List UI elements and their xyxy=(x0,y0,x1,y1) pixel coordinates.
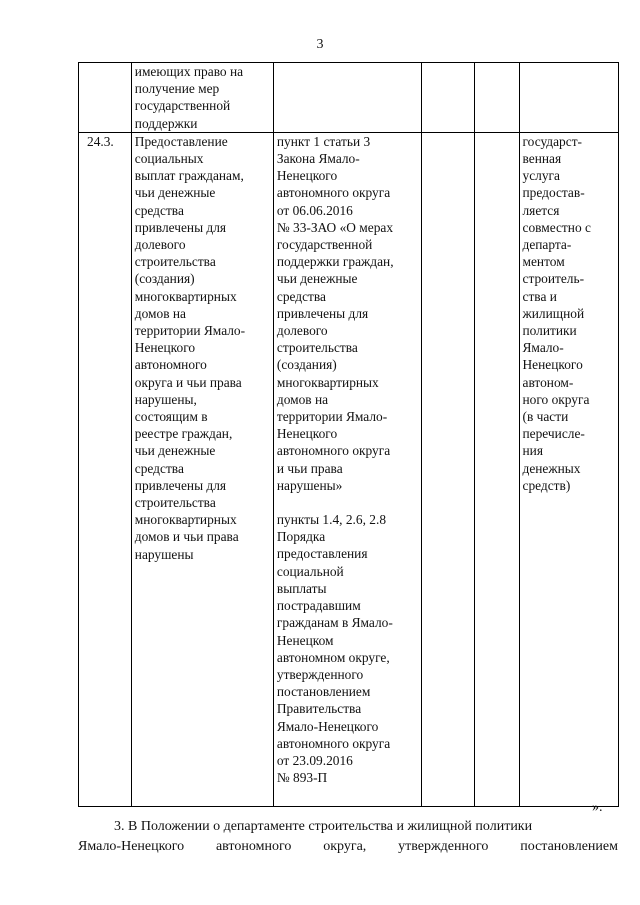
legal-basis-line: территории Ямало- xyxy=(276,409,388,425)
service-name-line: автономного xyxy=(134,357,207,373)
cell-legal-basis xyxy=(273,63,421,133)
legal-basis-line: предоставления xyxy=(276,546,368,562)
note-line: предостав- xyxy=(522,185,585,201)
cell-number xyxy=(79,63,132,133)
legal-basis-line: государственной xyxy=(276,237,373,253)
legal-basis-line: № 893-П xyxy=(276,770,328,786)
service-name-line: нарушены, xyxy=(134,391,197,407)
legal-basis-line: утвержденного xyxy=(276,666,364,682)
service-name-line: чьи денежные xyxy=(134,443,216,459)
legal-basis-line: пункты 1.4, 2.6, 2.8 xyxy=(276,512,387,528)
legal-basis-line: домов на xyxy=(276,391,329,407)
legal-basis-line: Ямало-Ненецкого xyxy=(276,718,379,734)
cell-service-name xyxy=(131,132,273,806)
service-name-line: домов на xyxy=(134,305,186,321)
note-line: венная xyxy=(522,151,562,167)
legal-basis-line: нарушены» xyxy=(276,477,343,493)
service-name-line: территории Ямало- xyxy=(134,323,246,339)
service-name-line: нарушены xyxy=(134,546,194,562)
legal-basis-line: (создания) xyxy=(276,357,337,373)
cell-empty xyxy=(474,132,519,806)
legal-basis-line: Ненецком xyxy=(276,632,334,648)
note-line: политики xyxy=(522,323,577,339)
service-name-line: домов и чьи права xyxy=(134,529,239,545)
cell-note xyxy=(519,63,619,133)
legal-basis-line: чьи денежные xyxy=(276,271,358,287)
service-name-line: состоящим в xyxy=(134,409,208,425)
note-line: средств) xyxy=(522,477,571,493)
service-name-line: средства xyxy=(134,202,184,218)
service-name-line: строительства xyxy=(134,254,216,270)
paragraph-word: автономного xyxy=(215,839,292,854)
legal-basis-line: выплаты xyxy=(276,580,327,596)
legal-basis-line: постановлением xyxy=(276,684,371,700)
legal-basis-line: Ненецкого xyxy=(276,426,338,442)
note-line: (в части xyxy=(522,409,569,425)
service-name-line: поддержки xyxy=(134,115,198,131)
service-name-line: Ненецкого xyxy=(134,340,196,356)
legal-basis-line: автономного округа xyxy=(276,185,391,201)
legal-basis-line: автономного округа xyxy=(276,735,391,751)
note-line: Ямало- xyxy=(522,340,564,356)
service-name-line: Предоставление xyxy=(134,133,228,149)
note-line: ния xyxy=(522,443,543,459)
cell-legal-basis xyxy=(273,132,421,806)
service-name-line: привлечены для xyxy=(134,477,227,493)
legal-basis-line: Правительства xyxy=(276,701,362,717)
service-name-line: получение мер xyxy=(134,81,220,97)
legal-basis-line: многоквартирных xyxy=(276,374,379,390)
note-line: ства и xyxy=(522,288,557,304)
cell-empty xyxy=(422,132,475,806)
table-row-continuation xyxy=(79,63,619,133)
paragraph-word: Ямало-Ненецкого xyxy=(78,839,185,854)
legal-basis-line: привлечены для xyxy=(276,305,369,321)
cell-empty xyxy=(474,63,519,133)
paragraph-line-1: 3. В Положении о департаменте строительства и жилищной политики xyxy=(114,819,533,834)
closing-quote: ». xyxy=(592,800,603,815)
note-line: департа- xyxy=(522,237,572,253)
note-line: перечисле- xyxy=(522,426,585,442)
legal-basis-line: и чьи права xyxy=(276,460,343,476)
service-name-line: привлечены для xyxy=(134,219,227,235)
note-line: автоном- xyxy=(522,374,574,390)
service-name-line: (создания) xyxy=(134,271,195,287)
cell-empty xyxy=(422,63,475,133)
legal-basis-line: долевого xyxy=(276,323,328,339)
legal-basis-line: пункт 1 статьи 3 xyxy=(276,133,371,149)
service-name-line: социальных xyxy=(134,151,204,167)
service-name-line: многоквартирных xyxy=(134,512,237,528)
note-line: денежных xyxy=(522,460,581,476)
service-name-line: государственной xyxy=(134,98,231,114)
cell-number: 24.3. xyxy=(79,132,132,806)
paragraph-word: постановлением xyxy=(520,839,618,854)
note-line: ментом xyxy=(522,254,565,270)
paragraph-line-2 xyxy=(78,837,618,857)
page-number: 3 xyxy=(316,37,324,52)
legal-basis-line: социальной xyxy=(276,563,344,579)
service-name-line: чьи денежные xyxy=(134,185,216,201)
service-name-line: имеющих право на xyxy=(134,64,244,79)
note-line: строитель- xyxy=(522,271,585,287)
services-table xyxy=(78,62,619,807)
legal-basis-line: Закона Ямало- xyxy=(276,151,360,167)
legal-basis-line: Ненецкого xyxy=(276,168,338,184)
service-name-line: реестре граждан, xyxy=(134,426,233,442)
service-name-line: средства xyxy=(134,460,184,476)
cell-service-name xyxy=(131,63,273,133)
note-line: государст- xyxy=(522,133,583,149)
legal-basis-line: № 33-ЗАО «О мерах xyxy=(276,219,394,235)
legal-basis-line: автономном округе, xyxy=(276,649,390,665)
legal-basis-line: средства xyxy=(276,288,326,304)
note-line: ного округа xyxy=(522,391,590,407)
legal-basis-spacer xyxy=(277,494,418,511)
cell-note xyxy=(519,132,619,806)
legal-basis-line: Порядка xyxy=(276,529,326,545)
note-line: совместно с xyxy=(522,219,591,235)
table-row-24-3 xyxy=(79,132,619,806)
note-line: жилищной xyxy=(522,305,585,321)
note-line: Ненецкого xyxy=(522,357,583,373)
note-line: услуга xyxy=(522,168,560,184)
service-name-line: округа и чьи права xyxy=(134,374,242,390)
legal-basis-line: от 23.09.2016 xyxy=(276,752,353,768)
service-name-line: многоквартирных xyxy=(134,288,237,304)
legal-basis-line: от 06.06.2016 xyxy=(276,202,353,218)
legal-basis-line: пострадавшим xyxy=(276,598,361,614)
note-line: ляется xyxy=(522,202,560,218)
service-name-line: долевого xyxy=(134,237,186,253)
service-name-line: выплат гражданам, xyxy=(134,168,244,184)
legal-basis-line: гражданам в Ямало- xyxy=(276,615,393,631)
paragraph-word: округа, xyxy=(323,839,367,854)
legal-basis-line: строительства xyxy=(276,340,358,356)
legal-basis-line: автономного округа xyxy=(276,443,391,459)
paragraph-word: утвержденного xyxy=(398,839,489,854)
legal-basis-line: поддержки граждан, xyxy=(276,254,394,270)
service-name-line: строительства xyxy=(134,495,216,511)
